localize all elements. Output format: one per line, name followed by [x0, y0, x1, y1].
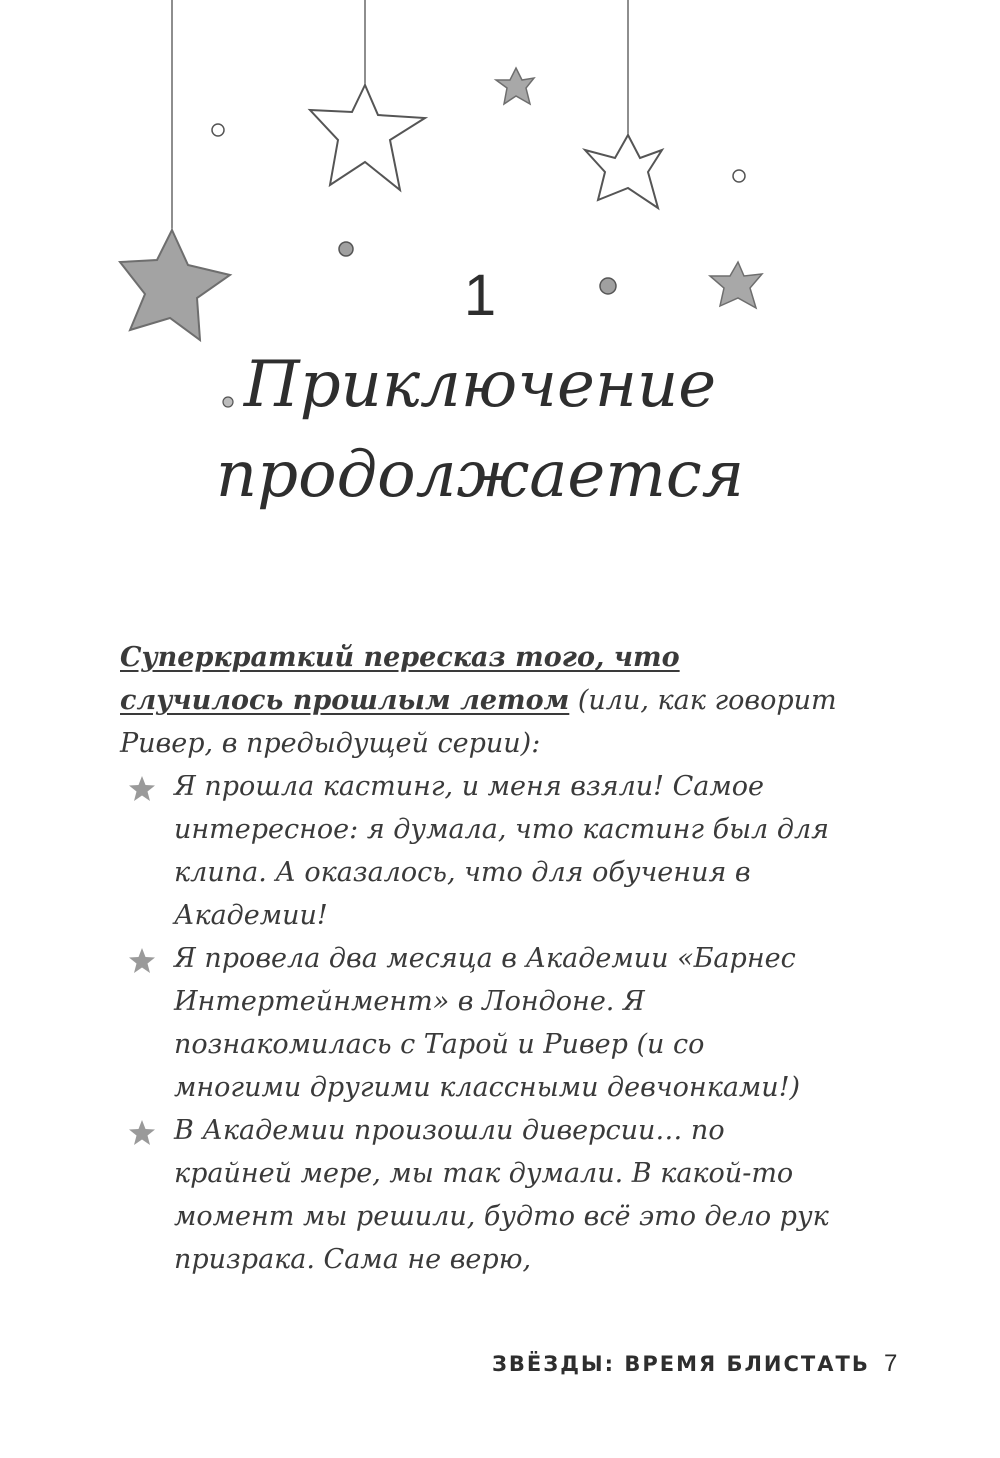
intro-underlined-text: Суперкраткий пересказ того, что случилось прошлым летом [120, 642, 680, 716]
list-item-text: Я провела два месяца в Академии «Барнес Интертейнмент» в Лондоне. Я познакомилась с Тарой и Ривер (и со многими другими классными девчонками!) [174, 943, 801, 1103]
dot-icon [339, 242, 353, 256]
hanging-star-icon [585, 135, 662, 208]
bullet-star-icon [128, 1119, 156, 1147]
intro-paragraph [120, 636, 840, 765]
running-footer-title: ЗВЁЗДЫ: ВРЕМЯ БЛИСТАТЬ [492, 1352, 870, 1376]
star-icon [496, 68, 534, 104]
recap-list [120, 765, 840, 1281]
chapter-title [160, 340, 800, 520]
page-number: 7 [884, 1350, 898, 1377]
dot-icon [733, 170, 745, 182]
list-item [120, 937, 840, 1109]
list-item [120, 765, 840, 937]
bullet-star-icon [128, 775, 156, 803]
dot-icon [212, 124, 224, 136]
intro-rest-text: (или, как говорит Ривер, в предыдущей серии): [120, 685, 837, 759]
bullet-star-icon [128, 947, 156, 975]
list-item-text: Я прошла кастинг, и меня взяли! Самое интересное: я думала, что кастинг был для клипа. А оказалось, что для обучения в Академии! [174, 771, 830, 931]
chapter-title-line: Приключение [243, 348, 717, 422]
chapter-title-line: продолжается [215, 438, 745, 512]
list-item [120, 1109, 840, 1281]
list-item-text: В Академии произошли диверсии… по крайней мере, мы так думали. В какой-то момент мы решили, будто всё это дело рук призрака. Сама не верю, [174, 1115, 829, 1275]
hanging-star-icon [310, 85, 425, 190]
body-text [120, 636, 840, 1281]
chapter-number: 1 [463, 263, 497, 328]
